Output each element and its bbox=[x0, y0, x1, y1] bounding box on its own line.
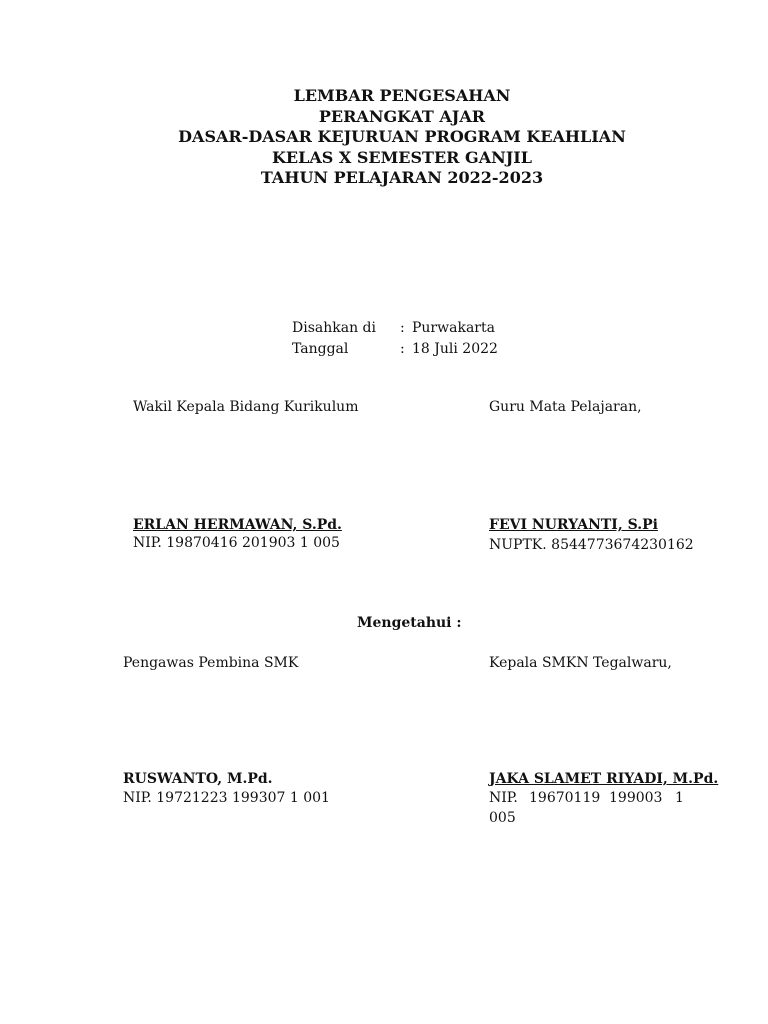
title-line-1: LEMBAR PENGESAHAN bbox=[293, 86, 511, 105]
principal-nip-part-3: 1 bbox=[675, 790, 684, 806]
approval-place-colon: : bbox=[400, 320, 405, 336]
principal-nip-prefix: NIP. bbox=[489, 790, 518, 806]
teacher-nuptk: NUPTK. 8544773674230162 bbox=[489, 537, 694, 553]
approval-date-label: Tanggal bbox=[292, 341, 349, 357]
title-line-4: KELAS X SEMESTER GANJIL bbox=[271, 147, 533, 167]
vice-principal-name: ERLAN HERMAWAN, S.Pd. bbox=[133, 517, 342, 533]
vice-principal-role: Wakil Kepala Bidang Kurikulum bbox=[133, 399, 359, 415]
principal-role: Kepala SMKN Tegalwaru, bbox=[489, 655, 672, 671]
approval-date-value: 18 Juli 2022 bbox=[412, 341, 498, 357]
supervisor-name: RUSWANTO, M.Pd. bbox=[123, 771, 273, 787]
supervisor-nip: NIP. 19721223 199307 1 001 bbox=[123, 790, 330, 806]
principal-nip-part-2: 199003 bbox=[609, 790, 663, 806]
principal-nip-part-4: 005 bbox=[489, 810, 516, 826]
title-line-5: TAHUN PELAJARAN 2022-2023 bbox=[260, 168, 544, 187]
approval-date-colon: : bbox=[400, 341, 405, 357]
acknowledged-heading: Mengetahui : bbox=[357, 615, 462, 631]
title-block bbox=[0, 86, 768, 189]
approval-place-value: Purwakarta bbox=[412, 320, 495, 336]
supervisor-role: Pengawas Pembina SMK bbox=[123, 655, 299, 671]
approval-place-label: Disahkan di bbox=[292, 320, 376, 336]
principal-name: JAKA SLAMET RIYADI, M.Pd. bbox=[489, 771, 719, 787]
teacher-role: Guru Mata Pelajaran, bbox=[489, 399, 642, 415]
title-line-3: DASAR-DASAR KEJURUAN PROGRAM KEAHLIAN bbox=[178, 127, 626, 146]
principal-nip-part-1: 19670119 bbox=[529, 790, 601, 806]
title-line-2: PERANGKAT AJAR bbox=[318, 106, 486, 126]
vice-principal-nip: NIP. 19870416 201903 1 005 bbox=[133, 535, 340, 551]
teacher-name: FEVI NURYANTI, S.Pi bbox=[489, 517, 658, 533]
